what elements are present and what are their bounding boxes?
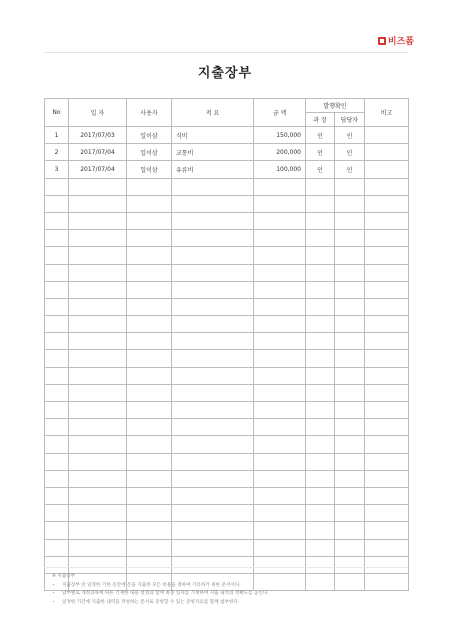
- cell-amount[interactable]: [254, 212, 306, 229]
- cell-manager[interactable]: [306, 212, 335, 229]
- cell-person[interactable]: 인: [335, 144, 365, 161]
- empty-table-row: [45, 264, 409, 281]
- cell-note[interactable]: [365, 264, 409, 281]
- cell-description[interactable]: [172, 453, 254, 470]
- cell-note[interactable]: [365, 127, 409, 144]
- cell-no[interactable]: [45, 316, 69, 333]
- cell-date[interactable]: [69, 333, 127, 350]
- cell-description[interactable]: [172, 556, 254, 573]
- cell-date[interactable]: [69, 316, 127, 333]
- cell-amount[interactable]: [254, 195, 306, 212]
- cell-note[interactable]: [365, 505, 409, 522]
- cell-user[interactable]: [127, 384, 172, 401]
- col-header-confirm: 발행확인: [306, 99, 365, 113]
- cell-description[interactable]: [172, 230, 254, 247]
- cell-description[interactable]: [172, 384, 254, 401]
- cell-manager[interactable]: [306, 384, 335, 401]
- cell-date[interactable]: [69, 402, 127, 419]
- cell-amount[interactable]: [254, 556, 306, 573]
- cell-amount[interactable]: [254, 333, 306, 350]
- cell-description[interactable]: [172, 298, 254, 315]
- cell-no[interactable]: [45, 487, 69, 504]
- cell-date[interactable]: [69, 264, 127, 281]
- cell-person[interactable]: [335, 419, 365, 436]
- cell-manager[interactable]: 인: [306, 161, 335, 178]
- cell-person[interactable]: [335, 522, 365, 539]
- cell-amount[interactable]: [254, 522, 306, 539]
- cell-user[interactable]: 일이삼: [127, 161, 172, 178]
- cell-amount[interactable]: [254, 419, 306, 436]
- cell-note[interactable]: [365, 367, 409, 384]
- cell-amount[interactable]: [254, 539, 306, 556]
- cell-manager[interactable]: [306, 230, 335, 247]
- col-header-user: 사용자: [127, 99, 172, 127]
- cell-description[interactable]: [172, 281, 254, 298]
- cell-user[interactable]: [127, 212, 172, 229]
- cell-person[interactable]: [335, 487, 365, 504]
- cell-amount[interactable]: [254, 230, 306, 247]
- cell-no[interactable]: [45, 402, 69, 419]
- cell-note[interactable]: [365, 522, 409, 539]
- cell-user[interactable]: [127, 470, 172, 487]
- cell-person[interactable]: 인: [335, 127, 365, 144]
- table-row: [45, 161, 409, 178]
- cell-manager[interactable]: [306, 316, 335, 333]
- cell-note[interactable]: [365, 436, 409, 453]
- cell-person[interactable]: [335, 350, 365, 367]
- empty-table-row: [45, 470, 409, 487]
- cell-person[interactable]: [335, 539, 365, 556]
- cell-date[interactable]: [69, 539, 127, 556]
- cell-date[interactable]: [69, 367, 127, 384]
- cell-person[interactable]: [335, 281, 365, 298]
- cell-date[interactable]: [69, 247, 127, 264]
- empty-table-row: [45, 505, 409, 522]
- cell-amount[interactable]: [254, 367, 306, 384]
- cell-manager[interactable]: [306, 505, 335, 522]
- cell-no[interactable]: [45, 367, 69, 384]
- empty-table-row: [45, 436, 409, 453]
- cell-description[interactable]: 유류비: [172, 161, 254, 178]
- cell-date[interactable]: [69, 487, 127, 504]
- cell-person[interactable]: 인: [335, 161, 365, 178]
- footer-divider: [44, 567, 408, 568]
- cell-note[interactable]: [365, 333, 409, 350]
- cell-user[interactable]: [127, 333, 172, 350]
- col-header-amount: 금 액: [254, 99, 306, 127]
- cell-no[interactable]: [45, 212, 69, 229]
- cell-manager[interactable]: [306, 333, 335, 350]
- col-header-person: 담당자: [335, 113, 365, 127]
- cell-person[interactable]: [335, 402, 365, 419]
- empty-table-row: [45, 298, 409, 315]
- cell-note[interactable]: [365, 316, 409, 333]
- cell-no[interactable]: [45, 384, 69, 401]
- cell-date[interactable]: [69, 178, 127, 195]
- cell-manager[interactable]: [306, 195, 335, 212]
- cell-person[interactable]: [335, 247, 365, 264]
- empty-table-row: [45, 178, 409, 195]
- cell-person[interactable]: [335, 230, 365, 247]
- cell-date[interactable]: [69, 212, 127, 229]
- empty-table-row: [45, 247, 409, 264]
- cell-amount[interactable]: [254, 453, 306, 470]
- cell-manager[interactable]: [306, 298, 335, 315]
- empty-table-row: [45, 384, 409, 401]
- cell-date[interactable]: [69, 556, 127, 573]
- cell-date[interactable]: [69, 522, 127, 539]
- cell-person[interactable]: [335, 470, 365, 487]
- empty-table-row: [45, 316, 409, 333]
- cell-description[interactable]: [172, 316, 254, 333]
- cell-description[interactable]: [172, 487, 254, 504]
- cell-no[interactable]: [45, 350, 69, 367]
- cell-user[interactable]: [127, 247, 172, 264]
- col-header-note: 비고: [365, 99, 409, 127]
- cell-date[interactable]: [69, 281, 127, 298]
- cell-no[interactable]: [45, 264, 69, 281]
- cell-user[interactable]: [127, 264, 172, 281]
- empty-table-row: [45, 333, 409, 350]
- cell-manager[interactable]: [306, 522, 335, 539]
- logo-text: 비즈폼: [387, 37, 414, 47]
- cell-description[interactable]: [172, 264, 254, 281]
- cell-date[interactable]: [69, 505, 127, 522]
- cell-user[interactable]: [127, 522, 172, 539]
- cell-user[interactable]: 일이삼: [127, 127, 172, 144]
- cell-no[interactable]: [45, 230, 69, 247]
- cell-person[interactable]: [335, 264, 365, 281]
- cell-manager[interactable]: [306, 453, 335, 470]
- cell-description[interactable]: [172, 539, 254, 556]
- cell-person[interactable]: [335, 316, 365, 333]
- cell-manager[interactable]: [306, 556, 335, 573]
- cell-note[interactable]: [365, 539, 409, 556]
- cell-person[interactable]: [335, 384, 365, 401]
- cell-manager[interactable]: [306, 350, 335, 367]
- table-row: [45, 127, 409, 144]
- cell-description[interactable]: [172, 436, 254, 453]
- cell-manager[interactable]: [306, 281, 335, 298]
- cell-note[interactable]: [365, 470, 409, 487]
- cell-no[interactable]: [45, 178, 69, 195]
- cell-note[interactable]: [365, 230, 409, 247]
- cell-person[interactable]: [335, 453, 365, 470]
- cell-note[interactable]: [365, 402, 409, 419]
- cell-manager[interactable]: [306, 178, 335, 195]
- cell-no[interactable]: [45, 539, 69, 556]
- cell-description[interactable]: [172, 470, 254, 487]
- cell-description[interactable]: [172, 178, 254, 195]
- cell-description[interactable]: [172, 505, 254, 522]
- cell-note[interactable]: [365, 419, 409, 436]
- cell-amount[interactable]: 100,000: [254, 161, 306, 178]
- cell-manager[interactable]: 인: [306, 144, 335, 161]
- cell-manager[interactable]: 인: [306, 127, 335, 144]
- cell-date[interactable]: [69, 298, 127, 315]
- cell-note[interactable]: [365, 212, 409, 229]
- empty-table-row: [45, 402, 409, 419]
- notes-section: [52, 573, 402, 607]
- cell-no[interactable]: [45, 522, 69, 539]
- cell-manager[interactable]: [306, 419, 335, 436]
- empty-table-row: [45, 281, 409, 298]
- cell-person[interactable]: [335, 556, 365, 573]
- cell-manager[interactable]: [306, 487, 335, 504]
- cell-amount[interactable]: [254, 178, 306, 195]
- cell-date[interactable]: [69, 453, 127, 470]
- cell-no[interactable]: [45, 333, 69, 350]
- cell-no[interactable]: [45, 419, 69, 436]
- cell-note[interactable]: [365, 487, 409, 504]
- cell-user[interactable]: [127, 419, 172, 436]
- cell-amount[interactable]: [254, 298, 306, 315]
- cell-user[interactable]: [127, 195, 172, 212]
- cell-no[interactable]: [45, 247, 69, 264]
- cell-amount[interactable]: [254, 247, 306, 264]
- cell-description[interactable]: [172, 212, 254, 229]
- cell-user[interactable]: [127, 453, 172, 470]
- empty-table-row: [45, 367, 409, 384]
- cell-amount[interactable]: 200,000: [254, 144, 306, 161]
- cell-note[interactable]: [365, 281, 409, 298]
- cell-person[interactable]: [335, 178, 365, 195]
- empty-table-row: [45, 212, 409, 229]
- cell-description[interactable]: [172, 522, 254, 539]
- cell-date[interactable]: [69, 230, 127, 247]
- page-title: 지출장부: [197, 66, 253, 81]
- cell-no[interactable]: 1: [45, 127, 69, 144]
- cell-date[interactable]: [69, 470, 127, 487]
- cell-person[interactable]: [335, 298, 365, 315]
- cell-amount[interactable]: [254, 264, 306, 281]
- cell-manager[interactable]: [306, 539, 335, 556]
- cell-amount[interactable]: [254, 487, 306, 504]
- cell-date[interactable]: [69, 419, 127, 436]
- cell-person[interactable]: [335, 367, 365, 384]
- cell-amount[interactable]: [254, 470, 306, 487]
- cell-amount[interactable]: [254, 505, 306, 522]
- cell-amount[interactable]: [254, 281, 306, 298]
- cell-note[interactable]: [365, 144, 409, 161]
- cell-no[interactable]: [45, 505, 69, 522]
- cell-user[interactable]: [127, 487, 172, 504]
- cell-manager[interactable]: [306, 436, 335, 453]
- cell-person[interactable]: [335, 436, 365, 453]
- cell-note[interactable]: [365, 453, 409, 470]
- cell-note[interactable]: [365, 556, 409, 573]
- cell-description[interactable]: 식비: [172, 127, 254, 144]
- cell-user[interactable]: 일이삼: [127, 144, 172, 161]
- empty-table-row: [45, 556, 409, 573]
- cell-note[interactable]: [365, 161, 409, 178]
- cell-date[interactable]: [69, 384, 127, 401]
- cell-amount[interactable]: 150,000: [254, 127, 306, 144]
- cell-date[interactable]: 2017/07/04: [69, 161, 127, 178]
- cell-no[interactable]: [45, 436, 69, 453]
- cell-user[interactable]: [127, 316, 172, 333]
- empty-table-row: [45, 539, 409, 556]
- cell-user[interactable]: [127, 505, 172, 522]
- cell-person[interactable]: [335, 212, 365, 229]
- cell-no[interactable]: [45, 453, 69, 470]
- cell-no[interactable]: [45, 195, 69, 212]
- cell-date[interactable]: [69, 436, 127, 453]
- cell-no[interactable]: [45, 470, 69, 487]
- cell-user[interactable]: [127, 539, 172, 556]
- cell-user[interactable]: [127, 230, 172, 247]
- table-row: [45, 144, 409, 161]
- cell-user[interactable]: [127, 350, 172, 367]
- note-item: • 지출장부 란 일정한 기한 동안에 돈을 지출한 모든 비용을 정하여 기록하기 위한 문서이다.: [62, 582, 402, 591]
- empty-table-row: [45, 419, 409, 436]
- cell-user[interactable]: [127, 367, 172, 384]
- empty-table-row: [45, 350, 409, 367]
- cell-manager[interactable]: [306, 402, 335, 419]
- notes-heading: ※ 지출장부: [52, 574, 76, 579]
- cell-no[interactable]: 2: [45, 144, 69, 161]
- bizform-logo: [378, 34, 414, 47]
- note-item: • 일정한 기간에 지출한 내역을 작성하는 문서로 증빙할 수 있는 증빙자료를 함께 첨부한다.: [62, 599, 402, 608]
- cell-manager[interactable]: [306, 264, 335, 281]
- cell-manager[interactable]: [306, 470, 335, 487]
- cell-note[interactable]: [365, 195, 409, 212]
- header-divider: [44, 52, 408, 53]
- cell-amount[interactable]: [254, 316, 306, 333]
- cell-description[interactable]: [172, 402, 254, 419]
- cell-amount[interactable]: [254, 436, 306, 453]
- cell-manager[interactable]: [306, 367, 335, 384]
- cell-person[interactable]: [335, 195, 365, 212]
- col-header-description: 적 요: [172, 99, 254, 127]
- cell-date[interactable]: [69, 350, 127, 367]
- col-header-date: 일 자: [69, 99, 127, 127]
- cell-manager[interactable]: [306, 247, 335, 264]
- bizform-logo-icon: [378, 37, 386, 45]
- cell-amount[interactable]: [254, 384, 306, 401]
- empty-table-row: [45, 195, 409, 212]
- cell-date[interactable]: 2017/07/04: [69, 144, 127, 161]
- cell-description[interactable]: [172, 195, 254, 212]
- cell-description[interactable]: [172, 367, 254, 384]
- cell-user[interactable]: [127, 178, 172, 195]
- cell-description[interactable]: [172, 247, 254, 264]
- cell-date[interactable]: [69, 195, 127, 212]
- cell-note[interactable]: [365, 384, 409, 401]
- cell-note[interactable]: [365, 298, 409, 315]
- empty-table-row: [45, 230, 409, 247]
- cell-no[interactable]: [45, 281, 69, 298]
- cell-user[interactable]: [127, 436, 172, 453]
- cell-description[interactable]: [172, 350, 254, 367]
- cell-description[interactable]: [172, 333, 254, 350]
- cell-no[interactable]: [45, 298, 69, 315]
- empty-table-row: [45, 522, 409, 539]
- cell-person[interactable]: [335, 505, 365, 522]
- cell-user[interactable]: [127, 402, 172, 419]
- cell-user[interactable]: [127, 298, 172, 315]
- cell-description[interactable]: 교통비: [172, 144, 254, 161]
- cell-user[interactable]: [127, 556, 172, 573]
- empty-table-row: [45, 487, 409, 504]
- cell-user[interactable]: [127, 281, 172, 298]
- cell-amount[interactable]: [254, 350, 306, 367]
- empty-table-row: [45, 453, 409, 470]
- cell-no[interactable]: 3: [45, 161, 69, 178]
- expense-ledger-table: [44, 98, 409, 591]
- col-header-manager: 과 장: [306, 113, 335, 127]
- cell-person[interactable]: [335, 333, 365, 350]
- cell-amount[interactable]: [254, 402, 306, 419]
- cell-note[interactable]: [365, 178, 409, 195]
- cell-description[interactable]: [172, 419, 254, 436]
- cell-no[interactable]: [45, 556, 69, 573]
- col-header-no: No: [45, 99, 69, 127]
- cell-date[interactable]: 2017/07/03: [69, 127, 127, 144]
- note-item: • 납부별로 계정과목에 따른 기재한 내용 설명과 함께 최종 일자를 기재하여 지출 내역의 정확도를 높인다.: [62, 590, 402, 599]
- notes-list: [52, 582, 402, 608]
- cell-note[interactable]: [365, 350, 409, 367]
- cell-note[interactable]: [365, 247, 409, 264]
